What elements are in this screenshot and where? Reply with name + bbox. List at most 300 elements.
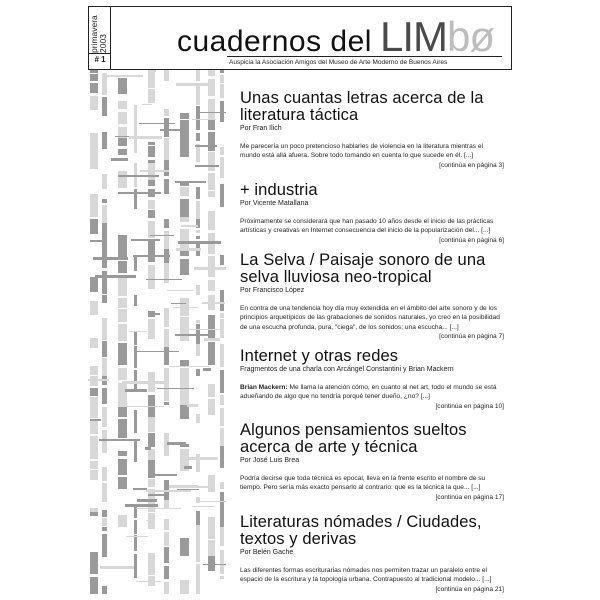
band-pixel-block	[220, 370, 224, 393]
band-glitch-bar	[88, 379, 109, 381]
band-pixel-block	[134, 105, 137, 128]
band-pixel-block	[220, 482, 224, 489]
masthead	[88, 6, 512, 70]
band-pixel-block	[102, 97, 107, 105]
band-glitch-bar	[133, 255, 170, 257]
band-pixel-block	[220, 255, 224, 265]
band-pixel-block	[102, 358, 107, 376]
band-pixel-block	[148, 70, 155, 88]
band-pixel-block	[196, 497, 200, 503]
band-pixel-block	[180, 229, 189, 248]
band-glitch-bar	[170, 366, 209, 367]
band-glitch-bar	[175, 334, 215, 336]
band-pixel-block	[208, 176, 215, 190]
article-excerpt	[240, 474, 504, 493]
band-pixel-block	[118, 324, 127, 341]
article-excerpt	[240, 142, 504, 161]
band-glitch-bar	[195, 165, 219, 167]
band-pixel-block	[90, 397, 98, 418]
band-pixel-block	[180, 538, 189, 556]
band-pixel-block	[102, 388, 107, 404]
band-pixel-block	[102, 132, 107, 149]
article-excerpt	[240, 304, 504, 332]
article-excerpt	[240, 383, 504, 402]
band-pixel-block	[118, 343, 127, 365]
band-pixel-block	[102, 341, 107, 357]
band-glitch-bar	[175, 181, 206, 183]
article-title: Algunos pensamientos sueltos acerca de arte y técnica	[240, 421, 467, 456]
band-glitch-bar	[197, 112, 226, 113]
band-pixel-block	[134, 346, 137, 368]
band-pixel-block	[134, 295, 137, 306]
band-glitch-bar	[192, 119, 216, 120]
band-pixel-block	[220, 313, 224, 318]
band-pixel-block	[164, 500, 169, 509]
band-pixel-block	[208, 120, 215, 130]
band-pixel-block	[208, 399, 215, 415]
band-pixel-block	[220, 70, 224, 73]
band-pixel-block	[90, 70, 98, 73]
band-pixel-block	[134, 410, 137, 433]
band-pixel-block	[164, 402, 169, 405]
band-pixel-block	[90, 219, 98, 234]
band-pixel-block	[90, 301, 98, 315]
article-title: + industria	[240, 181, 318, 199]
band-pixel-block	[196, 320, 200, 323]
pixel-pattern-graphic	[88, 70, 226, 594]
article-4	[240, 348, 504, 411]
band-pixel-block	[148, 417, 155, 432]
band-glitch-bar	[145, 447, 151, 450]
band-pixel-block	[102, 414, 107, 427]
band-pixel-block	[220, 428, 224, 446]
issue-number: # 1	[94, 55, 106, 64]
band-glitch-bar	[171, 303, 186, 304]
band-pixel-block	[208, 211, 215, 230]
band-pixel-block	[196, 201, 200, 219]
band-pixel-block	[118, 138, 127, 146]
band-pixel-block	[118, 149, 127, 155]
band-pixel-block	[90, 366, 98, 375]
band-pixel-block	[196, 230, 200, 233]
band-pixel-block	[208, 280, 215, 291]
band-pixel-block	[164, 138, 169, 160]
excerpt-text: Próximamente se considerará que han pasado 10 años desde el inicio de las prácticas artísticas y creativas en Internet consecuencia del inicio de la popularización del... [...]	[240, 218, 494, 235]
band-pixel-block	[208, 132, 215, 151]
band-glitch-bar	[99, 439, 140, 441]
band-pixel-block	[208, 540, 215, 547]
band-pixel-block	[180, 136, 189, 157]
article-byline: Por José Luis Brea	[240, 457, 300, 464]
article-3	[240, 252, 504, 341]
band-pixel-block	[118, 368, 127, 380]
band-glitch-bar	[148, 494, 164, 496]
band-glitch-bar	[136, 351, 179, 352]
band-glitch-bar	[90, 419, 101, 421]
band-pixel-block	[220, 290, 224, 311]
band-glitch-bar	[140, 170, 169, 172]
band-glitch-bar	[90, 240, 104, 242]
band-glitch-bar	[177, 489, 199, 490]
band-pixel-block	[102, 205, 107, 223]
band-pixel-block	[196, 587, 200, 594]
excerpt-text: Me parecería un poco pretencioso hablarles de violencia en la literatura mientras el mundo está allá afuera. Sobre todo tomando en cuenta lo que sucede en él. [...]	[240, 143, 484, 160]
band-pixel-block	[164, 582, 169, 594]
band-glitch-bar	[189, 329, 223, 330]
article-title: Internet y otras redes	[240, 347, 399, 365]
band-pixel-block	[134, 535, 137, 551]
band-glitch-bar	[192, 506, 214, 507]
band-pixel-block	[208, 173, 215, 176]
band-pixel-block	[148, 142, 155, 145]
masthead-side-column	[89, 7, 111, 69]
band-glitch-bar	[173, 307, 198, 308]
band-glitch-bar	[181, 225, 198, 227]
band-pixel-block	[220, 101, 224, 122]
band-glitch-bar	[111, 158, 128, 161]
band-pixel-block	[148, 210, 155, 218]
band-pixel-block	[180, 120, 189, 136]
band-pixel-block	[180, 187, 189, 196]
band-pixel-block	[118, 261, 127, 273]
band-pixel-block	[102, 199, 107, 203]
band-pixel-block	[118, 235, 127, 258]
band-pixel-block	[148, 311, 155, 317]
band-pixel-block	[148, 241, 155, 262]
band-glitch-bar	[146, 279, 182, 280]
band-pixel-block	[220, 344, 224, 367]
band-pixel-block	[102, 510, 107, 517]
masthead-rule	[227, 56, 502, 57]
band-pixel-block	[118, 309, 127, 322]
sponsor-line: Auspicia la Asociación Amigos del Museo de Arte Moderno de Buenos Aires	[229, 59, 448, 66]
band-glitch-bar	[137, 499, 157, 502]
band-pixel-block	[208, 384, 215, 397]
band-glitch-bar	[200, 501, 226, 502]
band-pixel-block	[220, 184, 224, 207]
band-glitch-bar	[202, 302, 225, 304]
band-pixel-block	[196, 285, 200, 295]
band-pixel-block	[180, 405, 189, 419]
article-1	[240, 90, 504, 170]
band-glitch-bar	[194, 267, 226, 270]
band-pixel-block	[196, 539, 200, 562]
article-6	[240, 514, 504, 594]
band-pixel-block	[208, 99, 215, 120]
band-pixel-block	[180, 199, 189, 217]
band-glitch-bar	[121, 406, 164, 407]
band-glitch-bar	[176, 248, 201, 251]
band-glitch-bar	[203, 564, 226, 565]
band-pixel-block	[102, 318, 107, 340]
band-pixel-block	[220, 527, 224, 546]
continued-link[interactable]: [continúa en página 6]	[439, 236, 504, 244]
band-glitch-bar	[203, 368, 211, 371]
band-pixel-block	[164, 547, 169, 563]
band-pixel-block	[118, 78, 127, 94]
band-pixel-block	[208, 342, 215, 365]
band-pixel-block	[102, 407, 107, 414]
band-pixel-block	[220, 576, 224, 579]
band-pixel-block	[102, 586, 107, 594]
band-pixel-block	[220, 395, 224, 405]
band-pixel-block	[102, 76, 107, 95]
band-pixel-block	[148, 479, 155, 487]
band-pixel-block	[148, 160, 155, 163]
band-pixel-block	[196, 414, 200, 423]
band-glitch-bar	[129, 136, 162, 139]
band-pixel-block	[90, 470, 98, 480]
band-pixel-block	[164, 70, 169, 81]
article-byline: Fragmentos de una charla con Arcángel Constantini y Brian Mackern	[240, 366, 454, 373]
band-pixel-block	[220, 84, 224, 98]
band-glitch-bar	[146, 520, 154, 521]
band-glitch-bar	[118, 175, 159, 177]
band-pixel-block	[196, 236, 200, 239]
band-pixel-block	[90, 83, 98, 93]
band-pixel-block	[90, 151, 98, 169]
band-pixel-block	[180, 183, 189, 186]
band-pixel-block	[134, 331, 137, 345]
excerpt-text: Me llama la atención cómo, en cuanto al net art, todo el mundo se está adueñando de algo que no tendría porqué tener dueño, ¿no? [...]	[240, 384, 497, 401]
band-pixel-block	[118, 171, 127, 188]
decorative-pixel-band	[88, 70, 226, 594]
band-glitch-bar	[195, 145, 217, 147]
band-glitch-bar	[100, 566, 134, 569]
band-pixel-block	[102, 271, 107, 294]
band-pixel-block	[148, 553, 155, 575]
band-pixel-block	[118, 407, 127, 417]
band-pixel-block	[148, 200, 155, 209]
article-byline: Por Vicente Matallana	[240, 200, 309, 207]
band-pixel-block	[148, 89, 155, 103]
band-pixel-block	[90, 277, 98, 292]
band-pixel-block	[164, 160, 169, 176]
band-pixel-block	[90, 508, 98, 512]
band-pixel-block	[180, 360, 189, 367]
band-pixel-block	[118, 459, 127, 475]
band-pixel-block	[118, 419, 127, 438]
band-pixel-block	[208, 152, 215, 171]
continued-link[interactable]: [continúa en página 17]	[435, 493, 504, 501]
article-byline: Por Belén Gache	[240, 549, 294, 556]
band-glitch-bar	[184, 466, 192, 469]
band-pixel-block	[220, 75, 224, 83]
band-glitch-bar	[171, 486, 214, 488]
band-pixel-block	[118, 451, 127, 456]
excerpt-text: Podría decirse que toda técnica es epocal, lleva en la frente escrito el nombre de su tiempo. Pero sería más exacto pensarlo al contrario: que es la técnica la que... [...]	[240, 475, 486, 492]
article-title: La Selva / Paisaje sonoro de una selva lluviosa neo-tropical	[240, 251, 486, 286]
band-glitch-bar	[176, 83, 208, 86]
band-glitch-bar	[146, 490, 191, 492]
band-glitch-bar	[125, 389, 147, 392]
band-pixel-block	[220, 147, 224, 155]
band-pixel-block	[196, 369, 200, 376]
band-pixel-block	[208, 517, 215, 539]
band-pixel-block	[208, 191, 215, 197]
article-byline: Por Fran Ilich	[240, 125, 282, 132]
band-pixel-block	[164, 385, 169, 401]
band-pixel-block	[164, 347, 169, 365]
band-pixel-block	[196, 511, 200, 525]
excerpt-text: Las diferentes formas escriturarias nómades nos permiten trazar un paralelo entre el espacio de la escritura y la topología urbana. Contrapuesto al tradicional modelo... [...]	[240, 567, 492, 584]
band-pixel-block	[148, 146, 155, 157]
band-glitch-bar	[139, 123, 175, 124]
band-pixel-block	[102, 534, 107, 557]
band-glitch-bar	[122, 381, 164, 384]
band-pixel-block	[180, 113, 189, 119]
band-glitch-bar	[160, 129, 188, 131]
season-label: primavera 2003	[89, 15, 108, 53]
band-pixel-block	[220, 446, 224, 468]
band-pixel-block	[196, 454, 200, 472]
band-glitch-bar	[154, 313, 160, 315]
band-pixel-block	[196, 525, 200, 539]
band-pixel-block	[208, 475, 215, 492]
band-pixel-block	[208, 556, 215, 571]
band-pixel-block	[164, 118, 169, 137]
continued-link[interactable]: [continúa en página 7]	[439, 333, 504, 341]
band-pixel-block	[164, 329, 169, 347]
band-pixel-block	[90, 96, 98, 110]
band-pixel-block	[164, 532, 169, 546]
band-pixel-block	[148, 319, 155, 339]
article-byline: Por Francisco López	[240, 287, 305, 294]
band-pixel-block	[118, 101, 127, 109]
band-pixel-block	[102, 295, 107, 303]
band-glitch-bar	[129, 331, 147, 332]
band-pixel-block	[90, 461, 98, 469]
band-pixel-block	[196, 84, 200, 105]
band-glitch-bar	[148, 474, 177, 476]
band-pixel-block	[196, 70, 200, 81]
band-pixel-block	[90, 74, 98, 81]
article-title: Literaturas nómades / Ciudades, textos y derivas	[240, 513, 482, 548]
limbo-logo	[380, 13, 494, 60]
continued-link[interactable]: [continúa en página 10]	[435, 402, 504, 410]
band-pixel-block	[180, 392, 189, 405]
band-pixel-block	[220, 157, 224, 178]
band-pixel-block	[164, 179, 169, 194]
band-pixel-block	[164, 231, 169, 249]
band-pixel-block	[90, 133, 98, 151]
band-pixel-block	[220, 319, 224, 338]
band-pixel-block	[118, 515, 127, 527]
band-pixel-block	[134, 520, 137, 534]
band-pixel-block	[164, 109, 169, 116]
band-pixel-block	[118, 477, 127, 489]
band-glitch-bar	[204, 338, 220, 341]
band-pixel-block	[102, 430, 107, 453]
band-glitch-bar	[157, 388, 194, 389]
band-pixel-block	[164, 219, 169, 228]
magazine-cover	[88, 6, 512, 594]
band-pixel-block	[102, 228, 107, 246]
article-excerpt	[240, 566, 504, 585]
band-pixel-block	[102, 223, 107, 228]
band-glitch-bar	[150, 235, 174, 236]
band-pixel-block	[118, 298, 127, 308]
band-glitch-bar	[95, 275, 136, 278]
title-text: cuadernos del	[177, 25, 372, 58]
band-pixel-block	[180, 217, 189, 222]
band-pixel-block	[90, 194, 98, 217]
band-pixel-block	[208, 70, 215, 76]
band-pixel-block	[208, 256, 215, 277]
band-pixel-block	[196, 133, 200, 141]
issue-divider	[89, 53, 110, 54]
band-pixel-block	[90, 338, 98, 348]
band-pixel-block	[164, 566, 169, 579]
band-glitch-bar	[118, 192, 161, 194]
band-pixel-block	[196, 344, 200, 356]
article-excerpt	[240, 217, 504, 236]
article-5	[240, 422, 504, 502]
band-pixel-block	[90, 420, 98, 434]
band-pixel-block	[180, 317, 189, 341]
band-glitch-bar	[126, 536, 148, 537]
band-glitch-bar	[167, 290, 193, 291]
band-pixel-block	[148, 433, 155, 447]
continued-link[interactable]: [continúa en página 3]	[439, 161, 504, 169]
band-pixel-block	[164, 519, 169, 530]
band-pixel-block	[102, 467, 107, 481]
band-pixel-block	[196, 564, 200, 587]
band-glitch-bar	[133, 488, 147, 490]
band-pixel-block	[90, 577, 98, 594]
band-glitch-bar	[136, 581, 161, 582]
band-pixel-block	[118, 276, 127, 296]
band-pixel-block	[208, 79, 215, 96]
band-pixel-block	[118, 112, 127, 124]
band-pixel-block	[220, 510, 224, 527]
band-pixel-block	[102, 483, 107, 502]
band-glitch-bar	[125, 504, 158, 507]
band-pixel-block	[220, 408, 224, 426]
band-pixel-block	[102, 174, 107, 189]
band-pixel-block	[90, 388, 98, 396]
band-pixel-block	[102, 105, 107, 116]
band-glitch-bar	[93, 257, 128, 260]
logo-dark-part: LIM	[379, 13, 447, 60]
band-glitch-bar	[103, 75, 143, 77]
article-title: Unas cuantas letras acerca de la literatura táctica	[240, 89, 484, 124]
masthead-title	[177, 13, 494, 60]
band-pixel-block	[148, 265, 155, 289]
excerpt-text: En contra de una tendencia hoy día muy extendida en el ámbito del arte sonoro y de los principios arquetípicos de las grabaciones de sonidos naturales, yo creo en la posibilidad de una escucha profunda, pura, "ciega", de los sonidos; una escucha... [...]	[240, 305, 500, 331]
article-2	[240, 182, 504, 245]
band-pixel-block	[118, 383, 127, 407]
logo-light-part: bø	[446, 13, 494, 60]
continued-link[interactable]: [continúa en página 21]	[435, 585, 504, 593]
band-pixel-block	[180, 580, 189, 594]
band-glitch-bar	[142, 104, 152, 105]
band-glitch-bar	[149, 70, 156, 72]
band-pixel-block	[208, 547, 215, 556]
band-pixel-block	[102, 518, 107, 526]
band-pixel-block	[134, 255, 137, 271]
band-glitch-bar	[187, 404, 198, 407]
band-pixel-block	[180, 259, 189, 275]
band-pixel-block	[164, 308, 169, 327]
excerpt-lead: Brian Mackern:	[240, 384, 288, 391]
band-pixel-block	[102, 527, 107, 531]
band-glitch-bar	[131, 239, 160, 241]
band-pixel-block	[90, 552, 98, 574]
band-pixel-block	[90, 512, 98, 516]
band-pixel-block	[134, 440, 137, 462]
band-pixel-block	[196, 187, 200, 199]
